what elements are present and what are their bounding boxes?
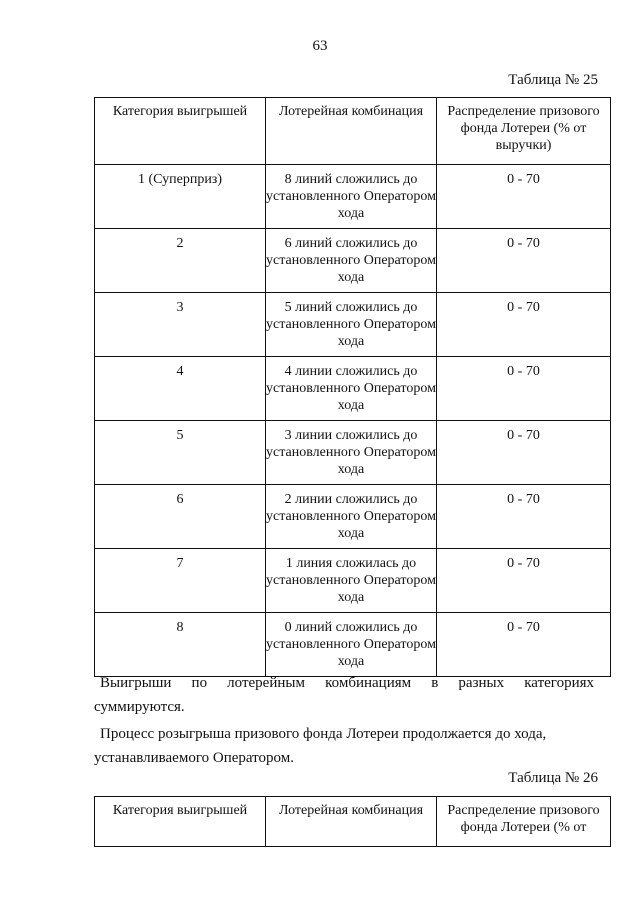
cell-distribution: 0 - 70	[437, 421, 611, 485]
cell-category: 4	[95, 357, 266, 421]
cell-category: 8	[95, 613, 266, 677]
table-row	[95, 229, 611, 293]
cell-category: 1 (Суперприз)	[95, 165, 266, 229]
cell-combination: 2 линии сложились до установленного Оператором хода	[266, 485, 437, 549]
table-row	[95, 357, 611, 421]
cell-combination: 1 линия сложилась до установленного Оператором хода	[266, 549, 437, 613]
cell-distribution: 0 - 70	[437, 357, 611, 421]
table-25	[94, 97, 611, 677]
cell-category: 6	[95, 485, 266, 549]
table-25-caption: Таблица № 25	[508, 72, 598, 88]
cell-distribution: 0 - 70	[437, 165, 611, 229]
cell-combination: 3 линии сложились до установленного Оператором хода	[266, 421, 437, 485]
cell-combination: 0 линий сложились до установленного Оператором хода	[266, 613, 437, 677]
cell-distribution: 0 - 70	[437, 229, 611, 293]
header-category: Категория выигрышей	[95, 98, 266, 165]
table-row	[95, 613, 611, 677]
header-category: Категория выигрышей	[95, 797, 266, 847]
table-row	[95, 485, 611, 549]
cell-category: 7	[95, 549, 266, 613]
cell-combination: 5 линий сложились до установленного Оператором хода	[266, 293, 437, 357]
page-number: 63	[312, 38, 328, 54]
header-distribution: Распределение призового фонда Лотереи (% от выручки)	[437, 98, 611, 165]
cell-category: 5	[95, 421, 266, 485]
cell-combination: 6 линий сложились до установленного Оператором хода	[266, 229, 437, 293]
cell-category: 3	[95, 293, 266, 357]
header-combination: Лотерейная комбинация	[266, 797, 437, 847]
table-header-row	[95, 797, 611, 847]
table-header-row	[95, 98, 611, 165]
table-26-caption: Таблица № 26	[508, 770, 598, 786]
table-row	[95, 165, 611, 229]
header-distribution: Распределение призового фонда Лотереи (% от	[437, 797, 611, 847]
cell-distribution: 0 - 70	[437, 613, 611, 677]
paragraph-draw-process-line2: устанавливаемого Оператором.	[94, 750, 294, 766]
paragraph-summation-line1: Выигрыши по лотерейным комбинациям в разных категориях	[100, 675, 594, 691]
header-combination: Лотерейная комбинация	[266, 98, 437, 165]
paragraph-draw-process-line1: Процесс розыгрыша призового фонда Лотереи продолжается до хода,	[100, 726, 547, 742]
cell-combination: 4 линии сложились до установленного Оператором хода	[266, 357, 437, 421]
table-row	[95, 293, 611, 357]
cell-distribution: 0 - 70	[437, 485, 611, 549]
table-26	[94, 796, 611, 847]
cell-category: 2	[95, 229, 266, 293]
table-row	[95, 421, 611, 485]
cell-distribution: 0 - 70	[437, 549, 611, 613]
cell-combination: 8 линий сложились до установленного Оператором хода	[266, 165, 437, 229]
paragraph-summation-line2: суммируются.	[94, 699, 185, 715]
table-row	[95, 549, 611, 613]
cell-distribution: 0 - 70	[437, 293, 611, 357]
